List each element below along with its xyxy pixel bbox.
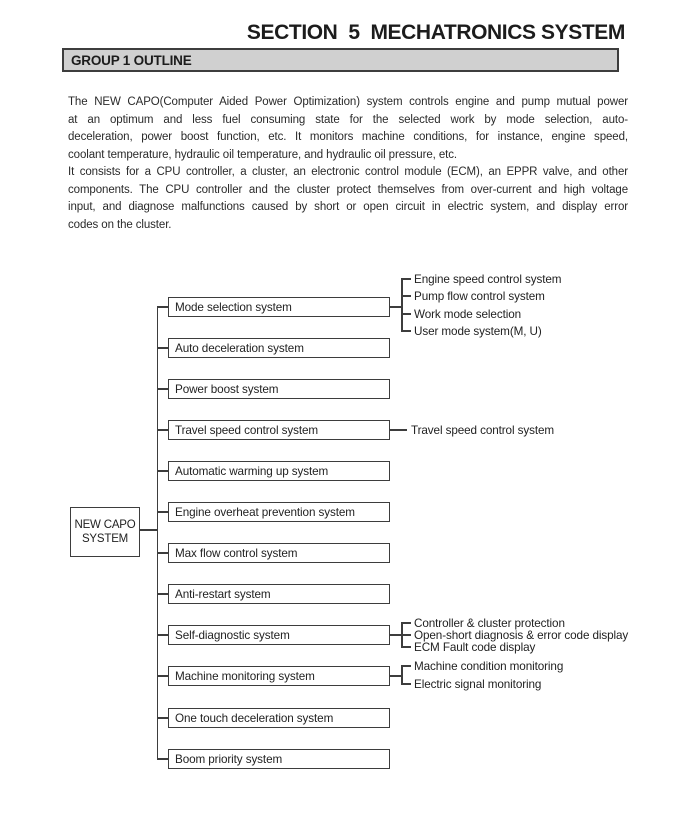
connector-line <box>157 306 169 308</box>
connector-line <box>157 470 169 472</box>
diagram-leaf-label: Pump flow control system <box>414 289 545 303</box>
body-line: codes on the cluster. <box>68 218 172 231</box>
connector-line <box>157 717 169 719</box>
connector-line <box>157 675 169 677</box>
body-line: coolant temperature, hydraulic oil temperature, and hydraulic oil pressure, etc. <box>68 148 457 161</box>
connector-line <box>401 622 411 624</box>
connector-line <box>401 665 411 667</box>
connector-line <box>401 634 411 636</box>
diagram-node-self-diagnostic <box>168 625 390 645</box>
diagram-node-label: Boom priority system <box>175 752 283 766</box>
body-line: deceleration, power boost function, etc. It monitors machine conditions, for instance, engine speed, <box>68 131 628 143</box>
connector-line <box>157 511 169 513</box>
connector-line <box>157 758 169 760</box>
group-header-bar <box>62 48 619 72</box>
connector-line <box>157 388 169 390</box>
diagram-node-boom-priority <box>168 749 390 769</box>
diagram-node-power-boost <box>168 379 390 399</box>
bracket-line <box>401 665 403 685</box>
diagram-root-node <box>70 507 140 557</box>
bracket-line <box>401 278 403 331</box>
diagram-node-label: Power boost system <box>175 382 279 396</box>
diagram-leaf-label: Travel speed control system <box>411 423 555 437</box>
diagram-node-auto-deceleration <box>168 338 390 358</box>
diagram-node-travel-speed <box>168 420 390 440</box>
trunk-line <box>157 306 159 760</box>
diagram-leaf-label: Open-short diagnosis & error code display <box>414 628 629 642</box>
diagram-node-label: Travel speed control system <box>175 423 319 437</box>
diagram-node-anti-restart <box>168 584 390 604</box>
diagram-node-label: Self-diagnostic system <box>175 628 290 642</box>
body-line: It consists for a CPU controller, a cluster, an electronic control module (ECM), an EPPR valve, and other <box>68 166 628 178</box>
connector-line <box>390 306 401 308</box>
diagram-leaf-label: ECM Fault code display <box>414 640 536 654</box>
connector-line <box>140 529 157 531</box>
group-header-label: GROUP 1 OUTLINE <box>71 52 192 68</box>
connector-line <box>157 552 169 554</box>
diagram-node-machine-monitoring <box>168 666 390 686</box>
connector-line <box>390 675 401 677</box>
connector-line <box>157 347 169 349</box>
diagram-node-label: Engine overheat prevention system <box>175 505 355 519</box>
diagram-leaf-label: Machine condition monitoring <box>414 659 564 673</box>
connector-line <box>390 429 407 431</box>
diagram-root-label-line2: SYSTEM <box>81 533 129 545</box>
connector-line <box>401 278 411 280</box>
body-line: input, and diagnose malfunctions caused by short or open circuit in electric system, and display error <box>68 201 628 213</box>
diagram-node-label: Machine monitoring system <box>175 669 315 683</box>
diagram-node-label: Anti-restart system <box>175 587 271 601</box>
diagram-node-label: Auto deceleration system <box>175 341 304 355</box>
section-title: SECTION 5 MECHATRONICS SYSTEM <box>246 21 625 44</box>
connector-line <box>401 683 411 685</box>
body-line: components. The CPU controller and the cluster protect themselves from over-current and high voltage <box>68 183 628 196</box>
diagram-leaf-label: Engine speed control system <box>414 272 562 286</box>
connector-line <box>401 295 411 297</box>
diagram-node-automatic-warming-up <box>168 461 390 481</box>
body-line: at an optimum and less fuel consuming state for the selected work by mode selection, auto- <box>68 113 628 126</box>
diagram-node-label: Max flow control system <box>175 546 298 560</box>
diagram-node-label: Mode selection system <box>175 300 292 314</box>
connector-line <box>401 646 411 648</box>
connector-line <box>401 330 411 332</box>
connector-line <box>401 313 411 315</box>
diagram-node-one-touch-deceleration <box>168 708 390 728</box>
diagram-leaf-label: Work mode selection <box>414 307 522 321</box>
diagram-node-engine-overheat-prevention <box>168 502 390 522</box>
diagram-leaf-label: Electric signal monitoring <box>414 677 542 691</box>
diagram-leaf-label: Controller & cluster protection <box>414 616 565 630</box>
connector-line <box>157 634 169 636</box>
diagram-leaf-label: User mode system(M, U) <box>414 324 542 338</box>
diagram-root-label-line1: NEW CAPO <box>74 518 136 531</box>
body-line: The NEW CAPO(Computer Aided Power Optimization) system controls engine and pump mutual power <box>68 96 628 108</box>
connector-line <box>390 634 401 636</box>
diagram-node-label: Automatic warming up system <box>175 464 329 478</box>
diagram-node-max-flow-control <box>168 543 390 563</box>
connector-line <box>157 593 169 595</box>
diagram-node-label: One touch deceleration system <box>175 711 334 725</box>
diagram-node-mode-selection <box>168 297 390 317</box>
connector-line <box>157 429 169 431</box>
body-text <box>68 94 628 234</box>
